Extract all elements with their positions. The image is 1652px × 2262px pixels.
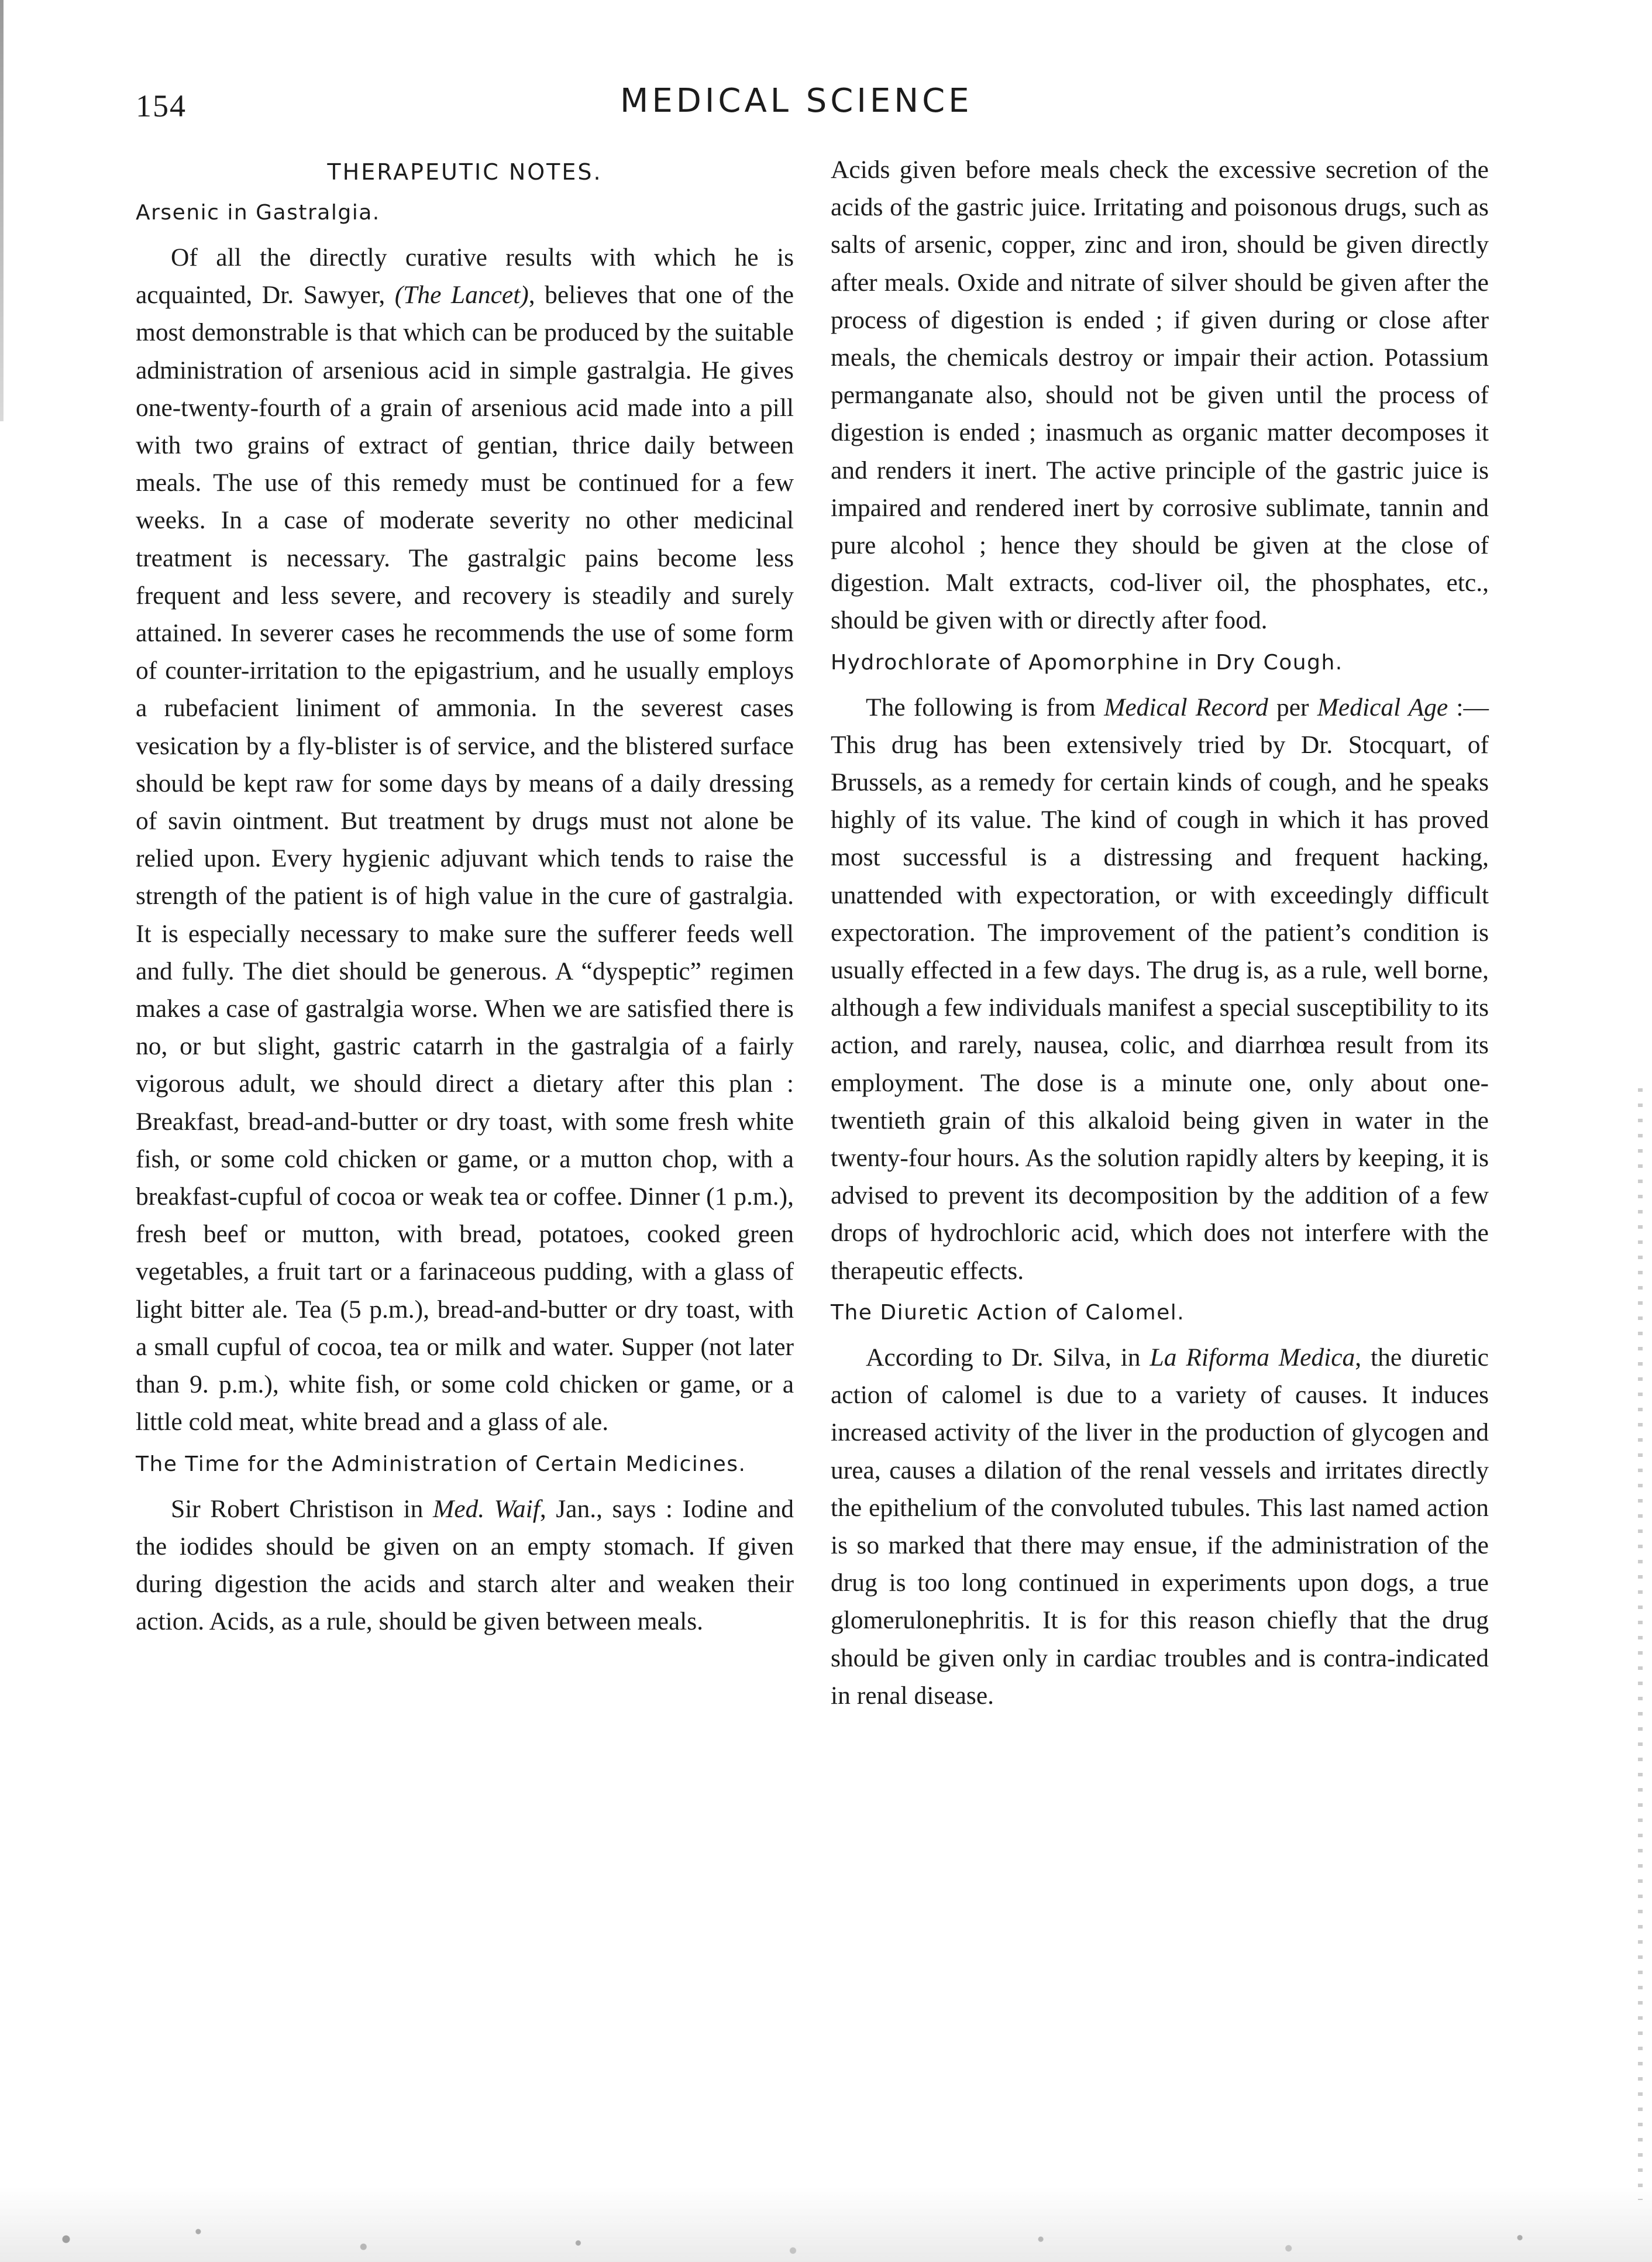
paragraph-text: Of all the directly curative results with which he is acquainted, Dr. Sawyer, (136, 243, 794, 310)
subhead-time-of-administration: The Time for the Administration of Certain Medicines. (136, 1452, 746, 1476)
paragraph-text: , Jan., says : Iodine and the iodides should be given on an empty stomach. If given during digestion the acids and starch alter and weaken their action. Acids, as a rule, should be given between meals. (136, 1494, 794, 1636)
running-head: MEDICAL SCIENCE (620, 82, 973, 120)
paragraph-text: According to Dr. Silva, in (866, 1343, 1150, 1371)
paragraph-apomorphine (831, 689, 1489, 1290)
paragraph-time-of-administration (136, 1490, 794, 1641)
subhead-apomorphine: Hydrochlorate of Apomorphine in Dry Cough. (831, 650, 1343, 675)
paragraph-text: , believes that one of the most demonstrable is that which can be produced by the suitable administration of arsenious acid in simple gastralgia. He gives one-twenty-fourth of a grain of arsenious acid made into a pill with two grains of extract of gentian, thrice daily between meals. The use of this remedy must be continued for a few weeks. In a case of moderate severity no other medicinal treatment is necessary. The gastralgic pains become less frequent and less severe, and recovery is steadily and surely attained. In severer cases he recommends the use of some form of counter-irritation to the epigastrium, and he usually employs a rubefacient liniment of ammonia. In the severest cases vesication by a fly-blister is of service, and the blistered surface should be kept raw for some days by means of a daily dressing of savin ointment. But treatment by drugs must not alone be relied upon. Every hygienic adjuvant which tends to raise the strength of the patient is of high value in the cure of gastralgia. It is especially necessary to make sure the sufferer feeds well and fully. The diet should be generous. A “dyspeptic” regimen makes a case of gastralgia worse. When we are satisfied there is no, or but slight, gastric catarrh in the gastralgia of a fairly vigorous adult, we should direct a dietary after this plan : Breakfast, bread-and-butter or dry toast, with some fresh white fish, or some cold chicken or game, or a mutton chop, with a breakfast-cupful of cocoa or weak tea or coffee. Dinner (1 p.m.), fresh beef or mutton, with bread, potatoes, cooked green vegetables, a fruit tart or a farinaceous pudding, with a glass of light bitter ale. Tea (5 p.m.), bread-and-butter or dry toast, with a small cupful of cocoa, tea or milk and water. Supper (not later than 9. p.m.), white fish, or some cold chicken or game, or a little cold meat, white bread and a glass of ale. (136, 281, 794, 1436)
right-column (831, 151, 1489, 1723)
paragraph-calomel (831, 1339, 1489, 1714)
citation: La Riforma Medica (1149, 1343, 1355, 1371)
margin-rule (0, 0, 4, 421)
paragraph-text: Sir Robert Christison in (171, 1494, 433, 1523)
paragraph-acids-continued: Acids given before meals check the excessive secretion of the acids of the gastric juice. Irritating and poisonous drugs, such as salts of arsenic, copper, zinc and iron, should be given directly after meals. Oxide and nitrate of silver should be given after the process of digestion is ended ; if given during or close after meals, the chemicals destroy or impair their action. Potassium permanganate also, should not be given until the process of digestion is ended ; inasmuch as organic matter decomposes it and renders it inert. The active principle of the gastric juice is impaired and rendered inert by corrosive sublimate, tannin and pure alcohol ; hence they should be given at the close of digestion. Malt extracts, cod-liver oil, the phosphates, etc., should be given with or directly after food. (831, 156, 1489, 635)
scan-bottom-speckle (0, 2186, 1652, 2262)
paragraph-text: per (1268, 693, 1317, 721)
paragraph-arsenic (136, 239, 794, 1441)
paragraph-text: :—This drug has been extensively tried by Dr. Stocquart, of Brussels, as a remedy for certain kinds of cough, and he speaks highly of its value. The kind of cough in which it has proved most successful is a distressing and frequent hacking, unattended with expectoration, or with exceedingly difficult expectoration. The improvement of the patient’s condition is usually effected in a few days. The drug is, as a rule, well borne, although a few individuals manifest a special susceptibility to its action, and rarely, nausea, colic, and diarrhœa result from its employment. The dose is a minute one, only about one-twentieth grain of this alkaloid being given in water in the twenty-four hours. As the solution rapidly alters by keeping, it is advised to prevent its decomposition by the addition of a few drops of hydrochloric acid, which does not interfere with the therapeutic effects. (831, 693, 1489, 1285)
paragraph-text: The following is from (866, 693, 1104, 721)
page-number: 154 (136, 88, 187, 123)
subhead-arsenic: Arsenic in Gastralgia. (136, 201, 380, 225)
citation: Med. Waif (432, 1494, 540, 1523)
subhead-calomel: The Diuretic Action of Calomel. (831, 1300, 1185, 1325)
citation: Medical Record (1104, 693, 1268, 721)
left-column (136, 151, 794, 1648)
paragraph-text: , the diuretic action of calomel is due to a variety of causes. It induces increased activity of the liver in the production of glycogen and urea, causes a dilation of the renal vessels and irritates directly the epithelium of the convoluted tubules. This last named action is so marked that there may ensue, if the administration of the drug is too long continued in experiments upon dogs, a true glomerulonephritis. It is for this reason chiefly that the drug should be given only in cardiac troubles and is contra-indicated in renal disease. (831, 1343, 1489, 1710)
scan-edge-speckle (1638, 1088, 1643, 2200)
citation: Medical Age (1317, 693, 1448, 721)
citation: (The Lancet) (394, 281, 529, 310)
section-title: THERAPEUTIC NOTES. (327, 159, 603, 185)
